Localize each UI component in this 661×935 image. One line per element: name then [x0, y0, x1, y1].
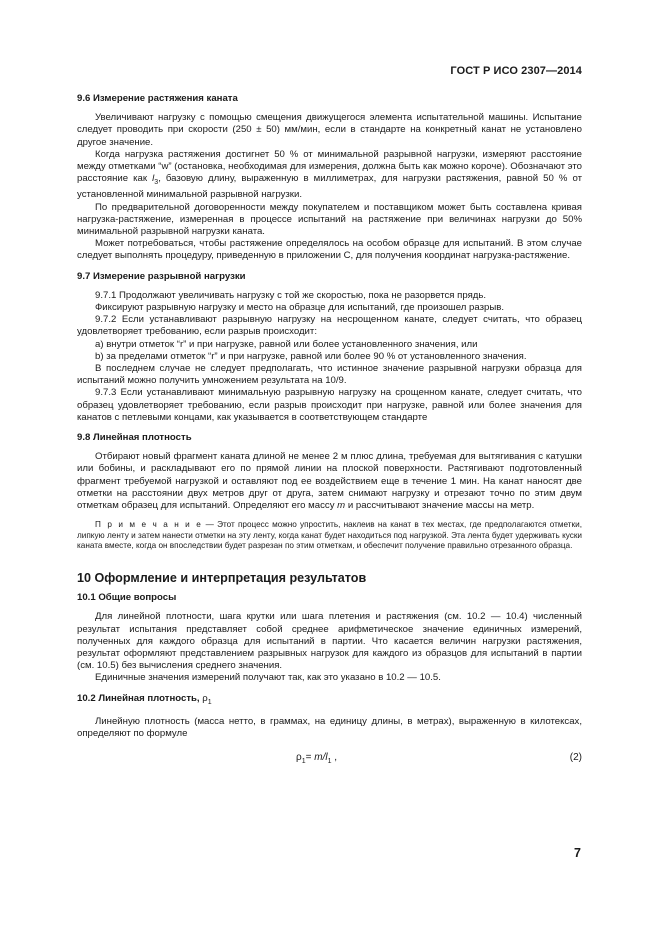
- paragraph: Линейную плотность (масса нетто, в граммах, на единицу длины, в метрах), выраженную в килотексах, определяют по формуле: [77, 715, 582, 739]
- section-10-1-heading: 10.1 Общие вопросы: [77, 592, 177, 604]
- formula-row: [77, 752, 582, 772]
- formula: $\rho_1= m/l_1$ ,: [296, 752, 338, 766]
- document-code: ГОСТ Р ИСО 2307—2014: [450, 65, 582, 77]
- paragraph: Отбирают новый фрагмент каната длиной не менее 2 м плюс длина, требуемая для вытягивания с катушки или бобины, и раскладывают его по прямой линии на плоской поверхности. Растягивают подготовленный фрагмент требуемой нагрузкой и оставляют под ее воздействием еще в течение 1 мин. На канат наносят две отметки на расстоянии двух метров друг от друга, затем снимают нагрузку и отрезают точно по этим двум отметкам образец для испытаний. Определяют его массу m и рассчитывают значение массы на метр.: [77, 451, 582, 511]
- equation-number: (2): [569, 752, 582, 764]
- list-item: b) за пределами отметок “r” и при нагрузке, равной или более 90 % от установленного значения.: [95, 350, 527, 362]
- page-number: 7: [574, 846, 581, 860]
- paragraph: В последнем случае не следует предполагать, что истинное значение разрывной нагрузки образца для испытаний можно получить умножением результата на 10/9.: [77, 362, 582, 387]
- paragraph: 9.7.3 Если устанавливают минимальную разрывную нагрузку на срощенном канате, следует считать, что образец удовлетворяет требованию, если разрыв происходит при нагрузке, равной или более значения для канатов с петлевыми концами, как указывается в соответствующем стандарте: [77, 387, 582, 423]
- paragraph: 9.7.1 Продолжают увеличивать нагрузку с той же скоростью, пока не разорвется прядь.: [95, 289, 487, 301]
- paragraph: Единичные значения измерений получают так, как это указано в 10.2 — 10.5.: [95, 672, 441, 684]
- section-9-6-heading: 9.6 Измерение растяжения каната: [77, 93, 238, 104]
- page-content: [77, 93, 582, 772]
- section-10-heading: 10 Оформление и интерпретация результатов: [77, 570, 367, 585]
- note: П р и м е ч а н и е — Этот процесс можно упростить, наклеив на канат в тех местах, где предполагаются отметки, липкую ленту и затем нанести отметки на эту ленту, когда канат будет находиться под нагрузкой. Эта лента будет удерживать куски каната вместе, когда он впоследствии будет разрезан по этим отметкам, и обеспечит получение правильно отрезанного образца.: [77, 520, 582, 551]
- list-item: а) внутри отметок “r” и при нагрузке, равной или более установленного значения, или: [95, 338, 478, 350]
- paragraph: Для линейной плотности, шага крутки или шага плетения и растяжения (см. 10.2 — 10.4) численный результат испытания представляет собой среднее арифметическое значение единичных измерений, полученных для каждого образца для испытаний в партии. Что касается величин нагрузки растяжения, результат оформляют представлением разрывных нагрузок для каждого из образцов для испытаний в партии (см. 10.5) без вычисления среднего значения.: [77, 611, 582, 672]
- symbol-rho1: $\rho_1$: [202, 692, 212, 706]
- section-9-8-heading: 9.8 Линейная плотность: [77, 431, 192, 443]
- paragraph: 9.7.2 Если устанавливают разрывную нагрузку на несрощенном канате, следует считать, что образец удовлетворяет требованию, если разрыв происходит:: [77, 314, 582, 338]
- paragraph: По предварительной договоренности между покупателем и поставщиком может быть составлена кривая нагрузка-растяжение, измеренная в процессе испытаний на растяжение при величинах нагрузки до 50% минимальной разрывной нагрузки каната.: [77, 201, 582, 237]
- symbol-m: m: [337, 500, 346, 511]
- paragraph: Когда нагрузка растяжения достигнет 50 % от минимальной разрывной нагрузки, измеряют расстояние между отметками “w” (остановка, необходимая для измерения, должна быть как можно короче). Обозначают это расстояние как $l_3$, базовую длину, выраженную в миллиметрах, для нагрузки растяжения, равной 50 % от установленной минимальной разрывной нагрузки.: [77, 148, 582, 201]
- section-9-7-heading: 9.7 Измерение разрывной нагрузки: [77, 270, 246, 282]
- note-label: П р и м е ч а н и е: [95, 520, 203, 530]
- paragraph: Фиксируют разрывную нагрузку и место на образце для испытаний, где произошел разрыв.: [95, 301, 504, 313]
- section-10-2-heading: 10.2 Линейная плотность, $\rho_1$: [77, 692, 212, 706]
- symbol-l3: $l_3$: [152, 173, 159, 187]
- paragraph: Может потребоваться, чтобы растяжение определялось на особом образце для испытаний. В этом случае следует выполнять процедуру, приведенную в приложении С, для получения координат нагрузка-растяжение.: [77, 238, 582, 262]
- paragraph: Увеличивают нагрузку с помощью смещения движущегося элемента испытательной машины. Испытание следует проводить при скорости (250 ± 50) мм/мин, если в стандарте на конкретный канат не установлено другое значение.: [77, 112, 582, 148]
